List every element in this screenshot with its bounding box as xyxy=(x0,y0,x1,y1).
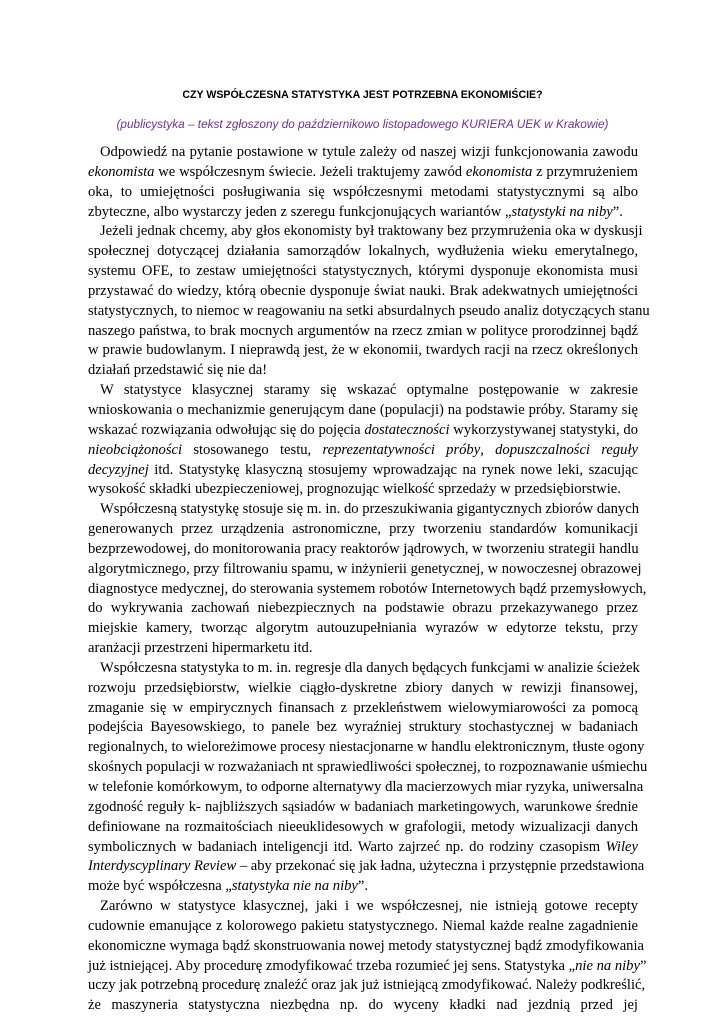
text-line xyxy=(88,877,638,897)
text-span: Jeżeli jednak chcemy, aby głos ekonomisty był traktowany bez przymrużenia oka w dyskusji xyxy=(100,223,643,240)
text-line xyxy=(88,282,638,302)
document-subtitle: (publicystyka – tekst zgłoszony do październikowo listopadowego KURIERA UEK w Krakowie) xyxy=(116,117,609,131)
text-span: wnioskowania o mechanizmie generującym dane (populacji) na podstawie próby. Staramy się xyxy=(88,401,638,418)
text-span: podejścia Bayesowskiego, to panele bez wyraźniej struktury stochastycznej w badaniach xyxy=(88,719,638,736)
italic-term: ekonomista xyxy=(88,163,155,180)
text-line xyxy=(88,163,638,183)
text-line xyxy=(88,302,650,322)
text-span: Odpowiedź na pytanie postawione w tytule zależy od naszej wizji funkcjonowania zawodu xyxy=(100,144,638,160)
text-line xyxy=(88,818,638,838)
text-line xyxy=(88,798,638,818)
text-span: zbyteczne, albo wystarczy jeden z szeregu funkcjonujących wariantów „ xyxy=(88,203,512,220)
text-line xyxy=(88,976,646,996)
text-span: działań przedstawić się nie da! xyxy=(88,362,268,379)
text-span: we współczesnym świecie. Jeżeli traktujemy zawód xyxy=(154,163,466,180)
text-line xyxy=(88,341,638,361)
text-span: systemu OFE, to zestaw umiejętności statystycznych, którymi dysponuje ekonomista musi xyxy=(88,263,638,280)
text-span: ”. xyxy=(357,878,369,895)
text-line xyxy=(88,838,638,858)
italic-term: ekonomista xyxy=(465,163,533,180)
paragraph-first-line xyxy=(88,897,638,917)
text-span: cudownie emanujące z kolorowego pakietu statystycznego. Niemal każde realne zagadnienie xyxy=(88,917,638,934)
text-span: generowanych przez urządzenia astronomiczne, przy tworzeniu standardów komunikacji xyxy=(88,521,638,538)
text-line xyxy=(88,996,638,1016)
text-line xyxy=(88,520,638,540)
paragraph-first-line xyxy=(88,222,643,242)
text-line xyxy=(88,262,638,282)
text-span: że maszyneria statystyczna niezbędna np. do wyceny kładki nad jezdnią przed jej xyxy=(88,997,638,1014)
text-span: regionalnych, to wieloreżimowe procesy niestacjonarne w handlu elektronicznym, tłuste ogony xyxy=(88,739,645,756)
text-span: miejskie kamery, tworząc algorytm autouzupełniania wyrazów w edytorze tekstu, przy xyxy=(88,620,638,637)
italic-term: Interdyscyplinary Review xyxy=(88,858,237,875)
text-line xyxy=(88,421,638,441)
text-line xyxy=(88,480,638,500)
text-span: w telefonie komórkowym, to odporne alternatywy dla macierzowych miar ryzyka, uniwersalna xyxy=(88,779,644,795)
text-span: W statystyce klasycznej staramy się wskazać optymalne postępowanie w zakresie xyxy=(100,382,638,399)
text-line xyxy=(88,957,647,977)
text-span: rozwoju przedsiębiorstw, wielkie ciągło-dyskretne zbiory danych w rewizji finansowej, xyxy=(88,679,638,696)
text-span: itd. Statystykę klasyczną stosujemy wprowadzając na rynek nowe leki, szacując xyxy=(148,461,638,478)
paragraph-first-line xyxy=(88,381,638,401)
text-line xyxy=(88,401,638,421)
paragraph-first-line xyxy=(88,500,638,520)
text-span: oka, to umiejętności posługiwania się współczesnymi metodami statystycznymi są albo xyxy=(88,183,638,200)
text-span: – aby przekonać się jak ładna, użyteczna i przystępnie przedstawiona xyxy=(236,858,645,875)
text-span: aranżacji przestrzeni hipermarketu itd. xyxy=(88,640,313,657)
text-span: naszego państwa, to brak mocnych argumentów na rzecz zmian w polityce prorodzinnej bądź xyxy=(88,322,638,339)
text-span: z przymrużeniem xyxy=(532,163,638,180)
text-span: definiowane na rozmaitościach nieeuklidesowych w grafologii, metody wizualizacji danych xyxy=(88,818,638,835)
text-span: Współczesna statystyka to m. in. regresje dla danych będących funkcjami w analizie ścieżek xyxy=(100,659,640,676)
text-span: symbolicznych w badaniach inteligencji itd. Warto zajrzeć np. do rodziny czasopism xyxy=(88,838,606,855)
text-span: Współczesną statystykę stosuje się m. in. do przeszukiwania gigantycznych zbiorów danych xyxy=(100,501,640,518)
text-line xyxy=(88,857,645,877)
text-span: do wykrywania zachowań niebezpiecznych na podstawie obrazu przekazywanego przez xyxy=(88,600,638,617)
italic-term: nie na niby xyxy=(575,957,640,974)
italic-term: reprezentatywności próby xyxy=(322,441,481,458)
text-span: bezprzewodowej, do monitorowania pracy reaktorów jądrowych, w tworzeniu strategii handlu xyxy=(88,540,639,557)
text-line xyxy=(88,937,645,957)
text-span: może być współczesna „ xyxy=(88,878,232,895)
italic-term: dostateczności xyxy=(364,421,450,438)
text-line xyxy=(88,560,642,580)
italic-term: decyzyjnej xyxy=(88,461,149,478)
text-line xyxy=(88,599,638,619)
text-line xyxy=(88,758,648,778)
text-line xyxy=(88,917,638,937)
text-span: statystycznych, to niemoc w reagowaniu na setki absurdalnych pseudo analiz dotyczących stanu xyxy=(88,302,650,319)
italic-term: statystyki na niby xyxy=(511,203,613,220)
italic-term: dopuszczalności reguły xyxy=(495,441,638,458)
paragraph-first-line xyxy=(88,143,638,163)
text-span: zgodność reguły k- najbliższych sąsiadów w badaniach marketingowych, warunkowe średnie xyxy=(88,798,638,815)
text-span: zmaganie się w empirycznych finansach z przekleństwem wielowymiarowości za pomocą xyxy=(88,699,638,716)
paragraph-first-line xyxy=(88,659,638,679)
text-line xyxy=(88,580,647,600)
text-span: , xyxy=(480,441,496,458)
text-line xyxy=(88,361,638,381)
text-span: w prawie budowlanym. I nieprawdą jest, że w ekonomii, twardych racji na rzecz określonych xyxy=(88,342,638,359)
text-span: ”. xyxy=(612,203,623,220)
text-span: Zarówno w statystyce klasycznej, jaki i we współczesnej, nie istnieją gotowe recepty xyxy=(100,898,638,915)
text-span: diagnostyce medycznej, do sterowania systemem robotów Internetowych bądź przemysłowych, xyxy=(88,580,647,597)
text-line xyxy=(88,242,638,262)
text-span: algorytmicznego, przy filtrowaniu spamu, w inżynierii genetycznej, w nowoczesnej obrazowej xyxy=(88,560,642,577)
text-line xyxy=(88,322,638,342)
text-line xyxy=(88,203,638,223)
text-line xyxy=(88,679,638,699)
text-line xyxy=(88,699,638,719)
text-span: ” xyxy=(639,957,647,974)
text-line xyxy=(88,778,644,798)
text-span: ekonomiczne wymaga bądź skonstruowania nowej metody statystycznej bądź zmodyfikowania xyxy=(88,937,645,954)
document-title: CZY WSPÓŁCZESNA STATYSTYKA JEST POTRZEBNA EKONOMIŚCIE? xyxy=(182,89,543,101)
italic-term: Wiley xyxy=(605,838,638,855)
text-span: społecznej dotyczącej działania samorządów lokalnych, wydłużenia wieku emerytalnego, xyxy=(88,243,638,260)
text-span: stosowanego testu, xyxy=(182,441,323,458)
text-line xyxy=(88,639,638,659)
text-span: wskazać rozwiązania odwołując się do pojęcia xyxy=(88,421,365,438)
text-line xyxy=(88,540,638,560)
text-line xyxy=(88,183,638,203)
italic-term: nieobciążoności xyxy=(88,441,183,458)
text-line xyxy=(88,461,638,481)
text-line xyxy=(88,441,638,461)
text-span: już istniejącej. Aby procedurę zmodyfikować trzeba rozumieć jej sens. Statystyka „ xyxy=(88,957,576,974)
italic-term: statystyka nie na niby xyxy=(231,878,358,895)
text-span: wysokość składki ubezpieczeniowej, prognozując wielkość sprzedaży w przedsiębiorstwie. xyxy=(88,481,621,498)
article-body xyxy=(88,143,650,1016)
text-line xyxy=(88,718,638,738)
text-span: skośnych populacji w rozważaniach nt sprawiedliwości społecznej, to rozpoznawanie uśmiechu xyxy=(88,759,648,776)
text-line xyxy=(88,619,638,639)
text-span: wykorzystywanej statystyki, do xyxy=(449,421,638,438)
text-line xyxy=(88,738,645,758)
text-span: uczy jak potrzebną procedurę znaleźć oraz jak już istniejącą zmodyfikować. Należy podkreślić, xyxy=(88,977,646,994)
text-span: przystawać do wiedzy, którą obecnie dysponuje świat nauki. Brak adekwatnych umiejętności xyxy=(88,282,638,299)
